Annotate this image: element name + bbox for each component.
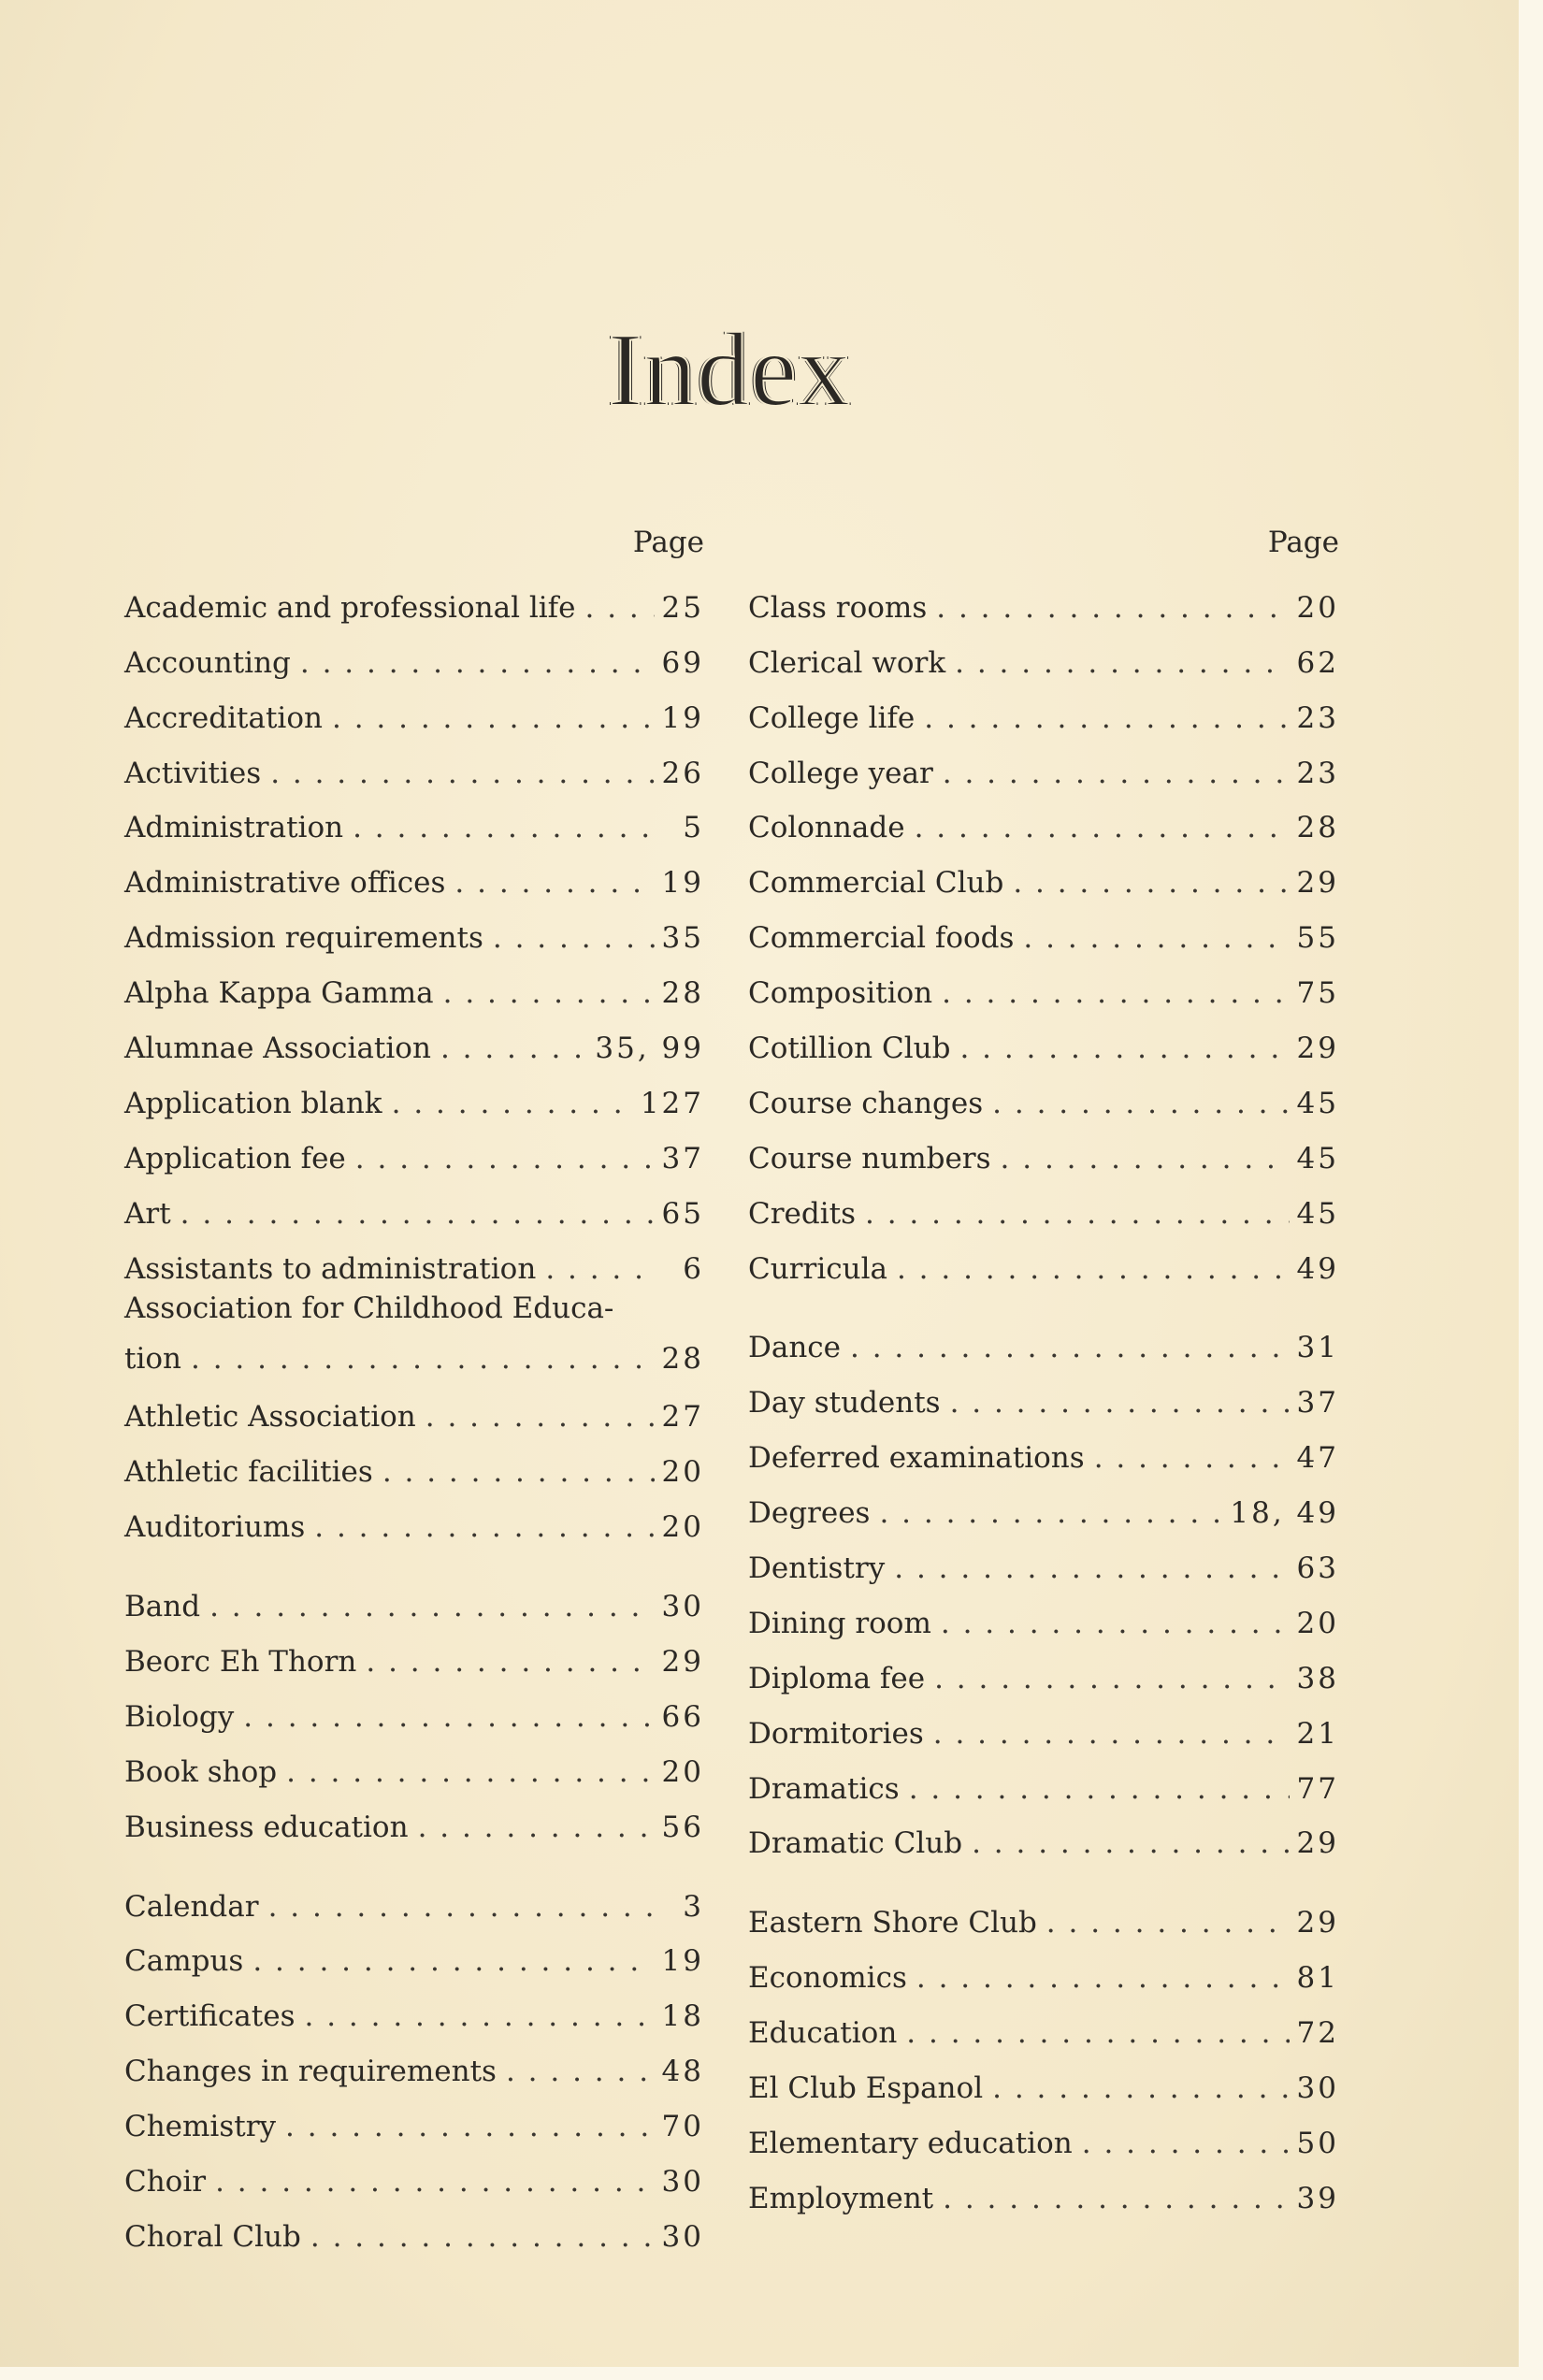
index-entry [124,1737,704,1792]
index-entry [748,1753,1339,1809]
index-entry-page: 29 [661,1645,704,1680]
dot-leader [454,863,654,902]
index-entry-page: 63 [1296,1551,1339,1586]
index-entry [124,1178,704,1233]
index-entry-page: 20 [661,1510,704,1545]
index-entry-label: Dining room [748,1606,931,1640]
index-entry-label: Course changes [748,1086,984,1120]
index-entry-label: El Club Espanol [748,2071,984,2106]
dot-leader [300,643,655,683]
index-entry-page: 23 [1296,756,1339,790]
dot-leader [286,1753,654,1792]
dot-leader [493,918,655,958]
dot-leader [366,1642,654,1681]
index-entry-page: 81 [1296,1961,1339,1996]
dot-leader [425,1397,655,1436]
index-entry-page: 55 [1296,921,1339,956]
index-entry [748,572,1339,627]
index-entry [124,627,704,683]
index-entry-label: Clerical work [748,645,946,680]
index-entry-label: Campus [124,1944,244,1979]
index-entry [124,1871,704,1926]
index-entry [748,1698,1339,1753]
dot-leader [1023,918,1289,958]
index-entry-label: Colonnade [748,811,905,845]
dot-leader [545,1249,656,1289]
index-entry-label: Dentistry [748,1551,886,1586]
dot-leader [180,1194,655,1233]
index-entry-label: Administration [124,811,344,845]
index-entry-label: Assistants to administration [124,1251,537,1286]
index-entry-label: Choral Club [124,2219,301,2254]
index-entry [124,2091,704,2146]
index-entry [748,958,1339,1013]
dot-leader [936,588,1289,627]
index-entry [124,902,704,958]
dot-leader [215,2162,654,2201]
index-entry-label: Cotillion Club [748,1031,951,1066]
index-entry [124,958,704,1013]
index-entry [124,1233,704,1289]
dot-leader [585,588,655,627]
dot-leader [933,1714,1290,1753]
index-entry-page: 20 [1296,1606,1339,1640]
dot-leader [268,1887,656,1926]
index-entry-label: Auditoriums [124,1510,306,1545]
index-entry-label: Activities [124,756,262,790]
dot-leader [915,808,1290,847]
index-entry-label: Commercial foods [748,921,1015,956]
index-entry [124,1068,704,1123]
index-entry-label: Composition [748,976,933,1011]
dot-leader [972,1824,1289,1863]
dot-leader [382,1452,655,1492]
index-entry [124,1926,704,1982]
index-entry-page: 75 [1296,976,1339,1011]
index-entry-label: Commercial Club [748,866,1004,901]
index-entry-label: Alpha Kappa Gamma [124,976,434,1011]
dot-leader [1082,2124,1290,2163]
dot-leader [850,1328,1290,1367]
index-entry-label: Application blank [124,1086,382,1120]
index-entry-page: 70 [661,2110,704,2144]
index-entry-page: 28 [661,1341,704,1376]
dot-leader [934,1659,1289,1698]
dot-leader [252,1941,654,1981]
index-entry [748,1123,1339,1178]
index-entry-label: College life [748,700,916,735]
index-entry-label: Administrative offices [124,866,446,901]
index-entry-label: Changes in requirements [124,2055,497,2089]
index-entry-label: Accreditation [124,700,323,735]
index-entry-page: 72 [1296,2016,1339,2051]
index-entry-label: Association for Childhood Educa- [124,1291,614,1325]
index-entry-label: Application fee [124,1141,346,1176]
index-entry-page: 3 [683,1889,704,1924]
index-entry-page: 50 [1296,2126,1339,2160]
dot-leader [879,1493,1222,1533]
index-entry-page: 23 [1296,700,1339,735]
dot-leader [285,2107,655,2146]
index-entry-page: 77 [1296,1771,1339,1806]
dot-leader [418,1808,655,1847]
dot-leader [924,699,1289,738]
dot-leader [943,754,1290,793]
page-column-heading: Page [1267,526,1339,559]
index-entry-page: 49 [1296,1251,1339,1286]
index-entry-page: 25 [661,590,704,625]
index-entry-label: Alumnae Association [124,1031,431,1066]
index-entry [124,847,704,902]
index-entry [748,2163,1339,2218]
index-entry-page: 37 [661,1141,704,1176]
index-entry-label: Band [124,1590,201,1624]
dot-leader [865,1194,1290,1233]
index-entry [748,738,1339,793]
index-entry [124,1436,704,1492]
index-entry-page: 20 [1296,590,1339,625]
dot-leader [942,974,1289,1013]
index-entry [748,2108,1339,2163]
dot-leader [353,808,656,847]
index-entry-label: Day students [748,1386,941,1421]
scan-border-bottom [0,2367,1543,2380]
index-entry [124,683,704,738]
dot-leader [1013,863,1289,902]
index-entry-label: Eastern Shore Club [748,1906,1037,1940]
dot-leader [992,2069,1289,2108]
index-entry-page: 30 [661,2219,704,2254]
index-entry-label: Degrees [748,1496,871,1531]
index-entry [124,1571,704,1626]
dot-leader [506,2052,655,2091]
index-entry-label: Athletic Association [124,1400,416,1435]
page-title: Index [607,312,851,428]
index-entry-page: 45 [1296,1196,1339,1231]
dot-leader [950,1383,1290,1422]
index-entry [748,683,1339,738]
index-entry [124,1289,704,1382]
index-entry-label: Admission requirements [124,921,483,956]
index-entry [124,1382,704,1437]
index-entry [748,1313,1339,1368]
index-entry [748,1068,1339,1123]
index-entry-label: Class rooms [748,590,928,625]
dot-leader [270,754,654,793]
index-entry-label: Economics [748,1961,907,1996]
index-entry [124,2146,704,2201]
index-entry-label: Credits [748,1196,857,1231]
index-entry [124,793,704,848]
index-list-left [124,572,704,2257]
index-entry-page: 39 [1296,2181,1339,2215]
index-entry-page: 21 [1296,1716,1339,1751]
index-entry-label: Athletic facilities [124,1455,373,1490]
index-entry-page: 30 [661,2165,704,2200]
index-column-right [748,520,1339,2218]
index-entry [748,1533,1339,1588]
index-entry [124,738,704,793]
dot-leader [305,1997,655,2036]
index-entry [748,793,1339,848]
dot-leader [955,643,1289,683]
dot-leader [909,1769,1290,1809]
index-entry [748,1422,1339,1478]
scan-border-right [1519,0,1543,2380]
index-entry-label: Dramatic Club [748,1826,963,1861]
index-entry [124,1492,704,1547]
dot-leader [941,1604,1290,1643]
index-entry-label: Employment [748,2181,934,2215]
index-entry-page: 26 [661,756,704,790]
index-entry-label: College year [748,756,933,790]
dot-leader [943,2179,1289,2218]
index-entry-label: Curricula [748,1251,887,1286]
page-column-heading: Page [632,526,704,559]
index-entry-page: 45 [1296,1141,1339,1176]
index-list-right [748,572,1339,2218]
index-entry-page: 6 [683,1251,704,1286]
index-entry-label: Deferred examinations [748,1441,1085,1476]
index-entry [748,1643,1339,1698]
index-entry-page: 28 [1296,811,1339,845]
index-entry-label: Beorc Eh Thorn [124,1645,357,1680]
index-entry [124,1626,704,1681]
index-entry [748,1809,1339,1864]
index-entry-page: 19 [661,700,704,735]
index-entry-label: Choir [124,2165,207,2200]
dot-leader [1001,1139,1290,1178]
index-entry [748,1178,1339,1233]
index-entry [124,2201,704,2257]
index-entry [748,1588,1339,1643]
index-entry [748,902,1339,958]
index-entry-label: Accounting [124,645,291,680]
index-entry-page: 37 [1296,1386,1339,1421]
index-entry-page: 56 [661,1810,704,1844]
index-entry [748,627,1339,683]
index-entry-page: 35 [661,921,704,956]
index-entry-label: Dance [748,1331,842,1365]
index-entry-page: 31 [1296,1331,1339,1365]
index-entry-label: Chemistry [124,2110,277,2144]
index-entry-page: 47 [1296,1441,1339,1476]
index-entry-page: 65 [661,1196,704,1231]
index-entry [124,1013,704,1068]
index-entry-page: 20 [661,1455,704,1490]
index-entry [748,1233,1339,1289]
index-entry-page: 66 [661,1699,704,1734]
index-entry-label: Biology [124,1699,235,1734]
index-entry [748,2053,1339,2108]
dot-leader [443,974,655,1013]
index-entry-page: 35, 99 [595,1031,704,1066]
index-entry-page: 27 [661,1400,704,1435]
index-entry-page: 20 [661,1754,704,1789]
index-entry-page: 29 [1296,866,1339,901]
index-entry [124,1792,704,1847]
dot-leader [310,2217,655,2257]
index-entry-label: Book shop [124,1754,278,1789]
dot-leader [916,1958,1290,1998]
dot-leader [392,1084,633,1123]
index-entry-label: Certificates [124,1999,296,2034]
index-entry-label: Diploma fee [748,1661,926,1695]
index-entry [748,847,1339,902]
dot-leader [897,1249,1290,1289]
index-entry [748,1013,1339,1068]
dot-leader [209,1587,654,1626]
index-entry-page: 19 [661,1944,704,1979]
index-entry-page: 30 [1296,2071,1339,2106]
index-entry [748,1887,1339,1942]
dot-leader [1046,1903,1290,1942]
dot-leader [314,1507,654,1547]
index-entry-page: 19 [661,866,704,901]
index-entry-label: Calendar [124,1889,259,1924]
index-entry [748,1367,1339,1422]
index-entry-page: 18 [661,1999,704,2034]
index-entry-page: 69 [661,645,704,680]
index-entry [124,2036,704,2091]
dot-leader [355,1139,655,1178]
index-entry-label: Education [748,2016,898,2051]
dot-leader [1094,1438,1290,1478]
index-entry-page: 29 [1296,1826,1339,1861]
index-entry-page: 28 [661,976,704,1011]
index-entry-page: 62 [1296,645,1339,680]
index-entry-label: Dormitories [748,1716,924,1751]
dot-leader [906,2013,1289,2053]
index-entry-page: 30 [661,1590,704,1624]
index-entry [748,1478,1339,1533]
dot-leader [959,1029,1289,1068]
dot-leader [191,1339,655,1378]
index-entry-page: 48 [661,2055,704,2089]
index-entry-page: 127 [640,1086,704,1120]
index-entry-page: 29 [1296,1906,1339,1940]
index-entry [748,1998,1339,2053]
index-entry-label: Dramatics [748,1771,900,1806]
index-entry-page: 45 [1296,1086,1339,1120]
index-entry-label: Business education [124,1810,409,1844]
index-entry-label-continued: tion [124,1341,182,1376]
index-entry-label: Art [124,1196,171,1231]
index-entry-label: Course numbers [748,1141,991,1176]
dot-leader [992,1084,1289,1123]
index-entry [748,1942,1339,1998]
index-entry [124,1681,704,1737]
dot-leader [332,699,655,738]
index-entry-page: 38 [1296,1661,1339,1695]
index-entry-page: 18, 49 [1230,1496,1339,1531]
index-column-left [124,520,704,2257]
index-entry-label: Elementary education [748,2126,1073,2160]
index-entry-page: 5 [683,811,704,845]
index-entry-label: Academic and professional life [124,590,576,625]
index-entry [124,1123,704,1178]
index-entry [124,1981,704,2036]
dot-leader [440,1029,587,1068]
dot-leader [894,1549,1289,1588]
index-entry-page: 29 [1296,1031,1339,1066]
index-entry [124,572,704,627]
dot-leader [243,1697,654,1737]
